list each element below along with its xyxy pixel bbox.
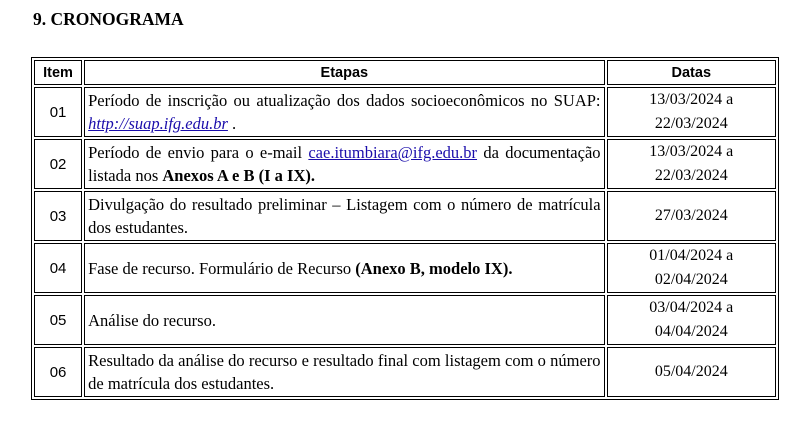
- row-etapa: [84, 243, 604, 293]
- date-start: 03/04/2024 a: [649, 299, 734, 316]
- row-dates: [607, 139, 776, 189]
- date-start: 01/04/2024 a: [649, 247, 734, 264]
- date-start: 13/03/2024 a: [649, 91, 734, 108]
- date-end: 22/03/2024: [654, 167, 728, 184]
- row-item-number: 04: [34, 243, 82, 293]
- date-end: 02/04/2024: [654, 271, 728, 288]
- date-end: 22/03/2024: [654, 115, 728, 132]
- table-row: [34, 87, 776, 137]
- etapa-text: Fase de recurso. Formulário de Recurso: [88, 258, 356, 278]
- etapa-text: Período de envio para o e-mail: [88, 143, 309, 162]
- row-item-number: 03: [34, 191, 82, 241]
- row-dates: [607, 87, 776, 137]
- row-item-number: 06: [34, 347, 82, 397]
- row-etapa: Análise do recurso.: [84, 295, 604, 345]
- row-date: 27/03/2024: [607, 191, 776, 241]
- row-dates: [607, 243, 776, 293]
- header-etapas: Etapas: [84, 60, 604, 85]
- table-row: [34, 243, 776, 293]
- table-row: [34, 139, 776, 189]
- row-etapa: [84, 139, 604, 189]
- etapa-mid: da documentação listada nos: [88, 143, 601, 185]
- row-etapa: Resultado da análise do recurso e resultado final com listagem com o número de matrícula dos estudantes.: [84, 347, 604, 397]
- row-item-number: 02: [34, 139, 82, 189]
- date-end: 04/04/2024: [654, 323, 728, 340]
- suap-link[interactable]: http://suap.ifg.edu.br: [88, 114, 228, 133]
- row-item-number: 01: [34, 87, 82, 137]
- row-etapa: [84, 87, 604, 137]
- row-item-number: 05: [34, 295, 82, 345]
- etapa-bold: Anexos A e B (I a IX).: [162, 166, 316, 185]
- table-row: [34, 347, 776, 397]
- section-heading: 9. CRONOGRAMA: [33, 9, 184, 29]
- header-item: Item: [34, 60, 82, 85]
- email-link[interactable]: cae.itumbiara@ifg.edu.br: [308, 143, 478, 162]
- row-dates: [607, 295, 776, 345]
- table-row: [34, 295, 776, 345]
- etapa-bold: (Anexo B, modelo IX).: [355, 258, 513, 278]
- header-datas: Datas: [607, 60, 776, 85]
- etapa-suffix: .: [227, 114, 237, 133]
- table-row: [34, 191, 776, 241]
- schedule-table: [31, 57, 779, 400]
- table-header-row: [34, 60, 776, 85]
- date-start: 13/03/2024 a: [649, 143, 734, 160]
- row-etapa: Divulgação do resultado preliminar – Listagem com o número de matrícula dos estudantes.: [84, 191, 604, 241]
- row-date: 05/04/2024: [607, 347, 776, 397]
- etapa-text: Período de inscrição ou atualização dos dados socioeconômicos no SUAP:: [88, 91, 601, 110]
